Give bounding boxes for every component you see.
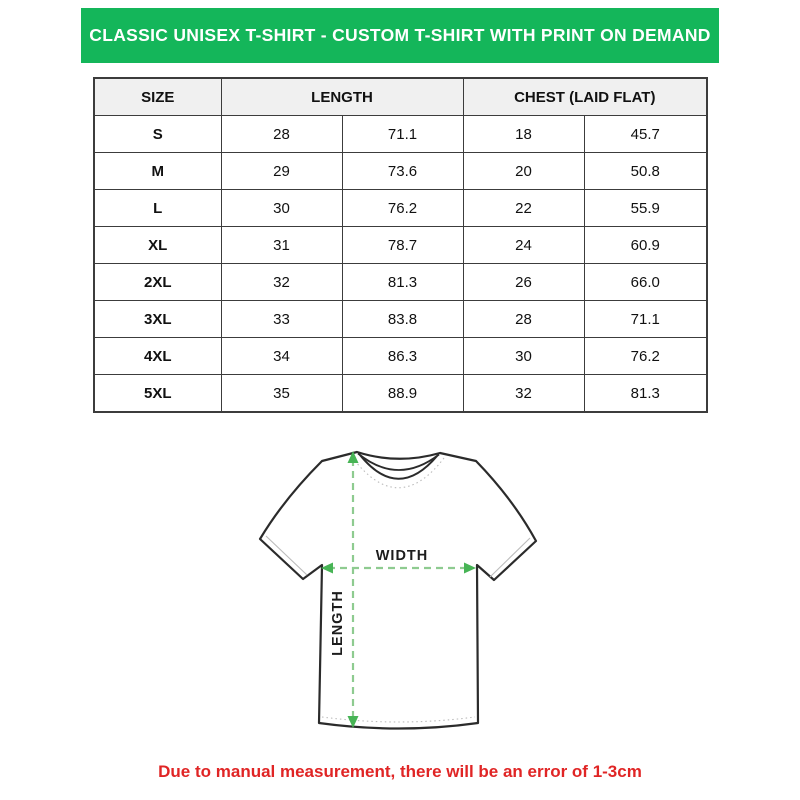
chest-in-cell: 32 [463, 375, 584, 413]
table-row [94, 116, 707, 153]
column-header-chest: CHEST (LAID FLAT) [463, 78, 707, 116]
table-row [94, 264, 707, 301]
table-row [94, 227, 707, 264]
length-cm-cell: 81.3 [342, 264, 463, 301]
chest-in-cell: 20 [463, 153, 584, 190]
width-label: WIDTH [375, 548, 429, 564]
length-cm-cell: 71.1 [342, 116, 463, 153]
chest-cm-cell: 66.0 [584, 264, 707, 301]
chest-in-cell: 28 [463, 301, 584, 338]
length-in-cell: 35 [221, 375, 342, 413]
chest-cm-cell: 71.1 [584, 301, 707, 338]
size-cell: 4XL [94, 338, 221, 375]
size-cell: S [94, 116, 221, 153]
size-cell: M [94, 153, 221, 190]
length-cm-cell: 83.8 [342, 301, 463, 338]
chest-cm-cell: 50.8 [584, 153, 707, 190]
table-row [94, 301, 707, 338]
chest-cm-cell: 55.9 [584, 190, 707, 227]
tshirt-diagram [230, 440, 575, 742]
length-label: LENGTH [330, 590, 346, 656]
length-cm-cell: 73.6 [342, 153, 463, 190]
chest-cm-cell: 45.7 [584, 116, 707, 153]
column-header-length: LENGTH [221, 78, 463, 116]
chest-cm-cell: 81.3 [584, 375, 707, 413]
length-cm-cell: 78.7 [342, 227, 463, 264]
chest-in-cell: 24 [463, 227, 584, 264]
length-cm-cell: 88.9 [342, 375, 463, 413]
chest-cm-cell: 60.9 [584, 227, 707, 264]
header-row [94, 78, 707, 116]
length-in-cell: 30 [221, 190, 342, 227]
length-in-cell: 32 [221, 264, 342, 301]
chest-in-cell: 26 [463, 264, 584, 301]
length-in-cell: 33 [221, 301, 342, 338]
page-title: CLASSIC UNISEX T-SHIRT - CUSTOM T-SHIRT WITH PRINT ON DEMAND [89, 25, 711, 45]
measurement-note: Due to manual measurement, there will be an error of 1-3cm [158, 762, 642, 781]
length-in-cell: 28 [221, 116, 342, 153]
title-banner [81, 8, 719, 63]
table-row [94, 153, 707, 190]
size-cell: 2XL [94, 264, 221, 301]
table-row [94, 190, 707, 227]
size-cell: 3XL [94, 301, 221, 338]
chest-in-cell: 18 [463, 116, 584, 153]
table-row [94, 375, 707, 413]
chest-cm-cell: 76.2 [584, 338, 707, 375]
size-cell: XL [94, 227, 221, 264]
size-chart-table [93, 77, 708, 413]
chest-in-cell: 22 [463, 190, 584, 227]
size-cell: 5XL [94, 375, 221, 413]
tshirt-outline-shape [260, 452, 536, 729]
chest-in-cell: 30 [463, 338, 584, 375]
length-cm-cell: 86.3 [342, 338, 463, 375]
size-cell: L [94, 190, 221, 227]
length-in-cell: 29 [221, 153, 342, 190]
table-row [94, 338, 707, 375]
length-in-cell: 34 [221, 338, 342, 375]
column-header-size: SIZE [94, 78, 221, 116]
length-cm-cell: 76.2 [342, 190, 463, 227]
length-in-cell: 31 [221, 227, 342, 264]
